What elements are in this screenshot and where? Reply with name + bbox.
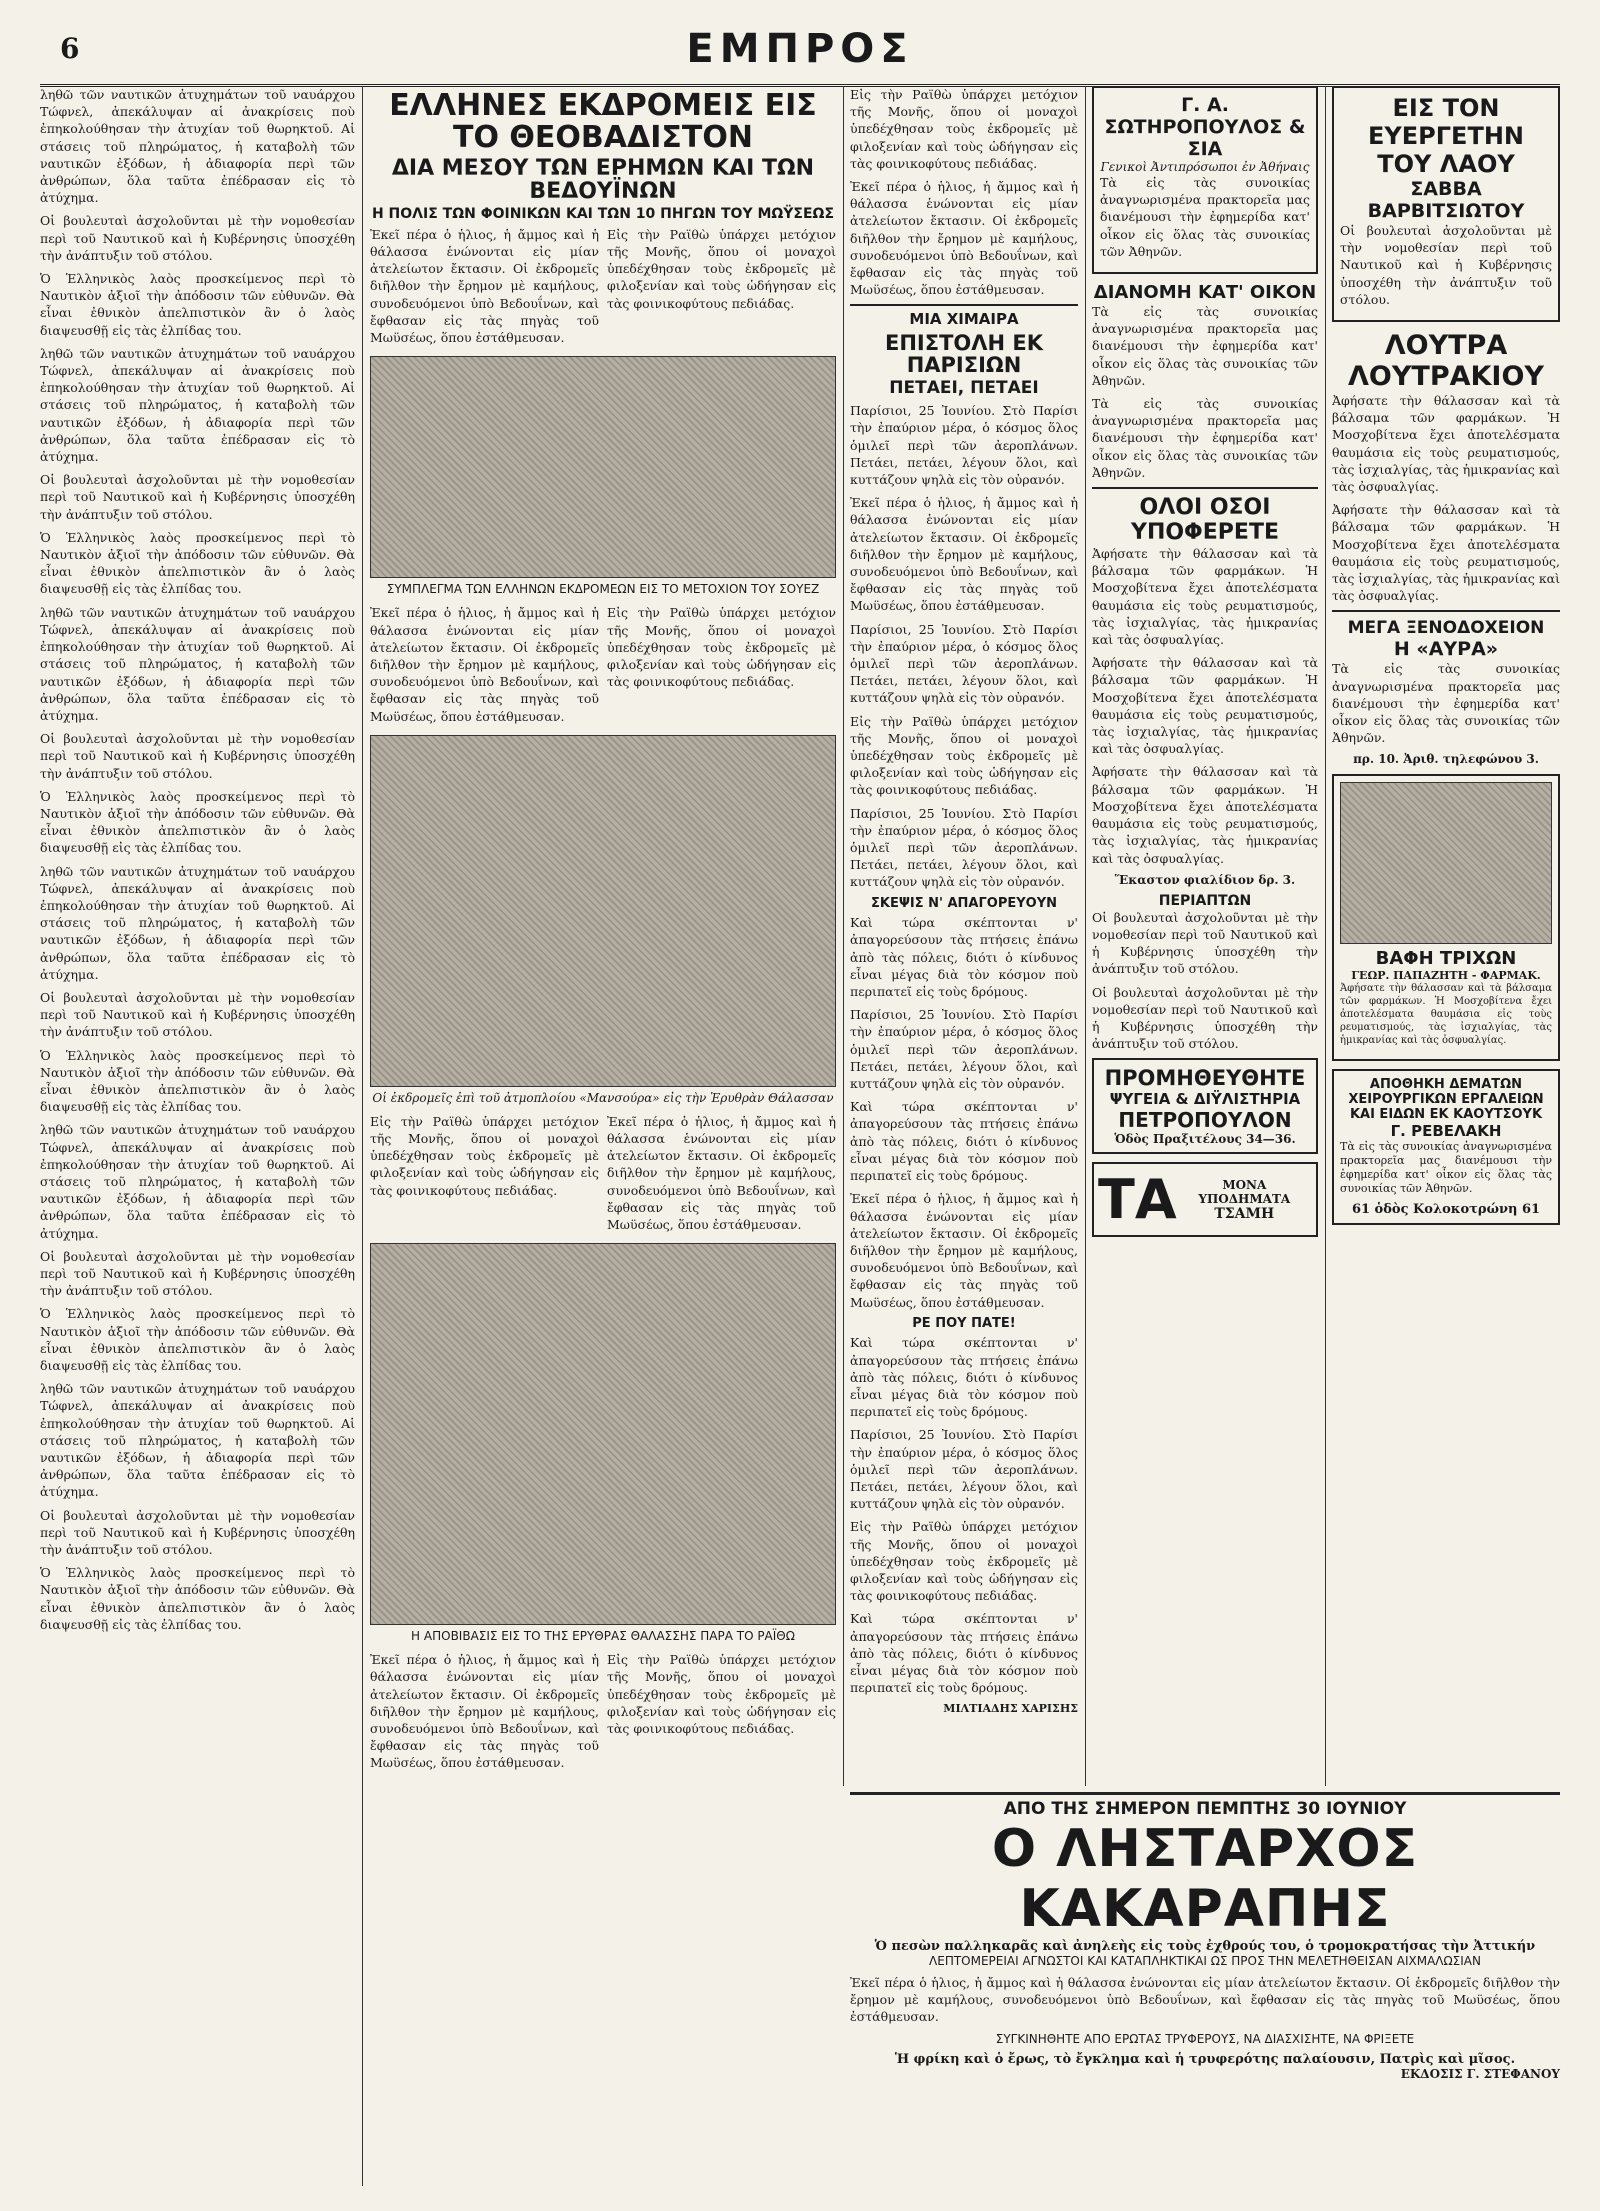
ta-line2: ΤΣΑΜΗ (1214, 1205, 1275, 1222)
ad-address: Ὁδὸς Πραξιτέλους 34—36. (1114, 1132, 1296, 1147)
article-text: Εἰς τὴν Ραϊθὼ ὑπάρχει μετόχιον τῆς Μονῆς, ὅπου οἱ μοναχοὶ ὑπεδέχθησαν τοὺς ἐκδρομεῖς μὲ φιλοξενίαν καὶ τοὺς ὡδήγησαν εἰς τὰς φοινικοφύτους πεδιάδας. (850, 713, 1078, 798)
column-chimaira (850, 86, 1078, 1786)
ad-owner: Γ. ΡΕΒΕΛΑΚΗ (1390, 1122, 1502, 1141)
chimaira-subtitle: ΠΕΤΑΕΙ, ΠΕΤΑΕΙ (889, 378, 1039, 399)
photo-ship-deck (370, 735, 836, 1087)
article-text: Παρίσιοι, 25 Ἰουνίου. Στὸ Παρίσι τὴν ἐπαύριον μέρα, ὁ κόσμος ὅλος ὁμιλεῖ περὶ τῶν ἀεροπλάνων. Πετάει, πετάει, λέγουν ὅλοι, καὶ κυττάζουν ψηλὰ εἰς τὸν οὐρανόν. (850, 1427, 1078, 1512)
photo-caption: Οἱ ἐκδρομεῖς ἐπὶ τοῦ ἀτμοπλοίου «Μανσούρα» εἰς τὴν Ἐρυθρὰν Θάλασσαν (372, 1090, 834, 1105)
hotel-price: πρ. 10. Ἀριθ. τηλεφώνου 3. (1353, 752, 1539, 767)
ad-text: Ἀφήσατε τὴν θάλασσαν καὶ τὰ βάλσαμα τῶν φαρμάκων. Ἡ Μοσχοβίτενα ἔχει ἀποτελέσματα θαυμάσια εἰς τοὺς ρευματισμούς, τὰς ἰσχιαλγίας, τὰς ἡμικρανίας καὶ τὰς ὀσφυαλγίας. (1092, 546, 1318, 648)
article-text: Ἐκεῖ πέρα ὁ ἡλιος, ἡ ἄμμος καὶ ἡ θάλασσα ἑνώνονται εἰς μίαν ἀτελείωτον ἔκτασιν. Οἱ ἐκδρομεῖς διῆλθον τὴν ἔρημον μὲ καμήλους, συνοδευόμενοι ὑπὸ Βεδουΐνων, καὶ ἔφθασαν εἰς τὰς πηγὰς τοῦ Μωϋσέως, ὅπου ἐστάθμευσαν. (370, 1652, 599, 1771)
ad-text: Τὰ εἰς τὰς συνοικίας ἀναγνωρισμένα πρακτορεῖα μας διανέμουσι τὴν ἐφημερίδα κατ' οἶκον εἰς ὅλας τὰς συνοικίας τῶν Ἀθηνῶν. (1092, 396, 1318, 480)
rubber-goods-ad (1332, 1069, 1560, 1225)
loutra-title: ΛΟΥΤΡΑ ΛΟΥΤΡΑΚΙΟΥ (1348, 330, 1544, 393)
column-rule (1325, 86, 1326, 1786)
article-text: Εἰς τὴν Ραϊθὼ ὑπάρχει μετόχιον τῆς Μονῆς, ὅπου οἱ μοναχοὶ ὑπεδέχθησαν τοὺς ἐκδρομεῖς μὲ φιλοξενίαν καὶ τοὺς ὡδήγησαν εἰς τὰς φοινικοφύτους πεδιάδας. (607, 1652, 836, 1736)
divider (1092, 487, 1318, 489)
ad-maker: ΓΕΩΡ. ΠΑΠΑΖΗΤΗ - ΦΑΡΜΑΚ. (1351, 969, 1541, 983)
photo-caption: Η ΑΠΟΒΙΒΑΣΙΣ ΕΙΣ ΤΟ ΤΗΣ ΕΡΥΘΡΑΣ ΘΑΛΑΣΣΗΣ ΠΑΡΑ ΤΟ ΡΑΪΘΩ (411, 1629, 795, 1644)
article-text: ληθῶ τῶν ναυτικῶν ἀτυχημάτων τοῦ ναυάρχου Τώφνελ, ἀπεκάλυψαν αἱ ἀνακρίσεις ποὺ ἐπηκολούθησαν τὴν ἀτυχίαν τοῦ θωρηκτοῦ. Αἱ στάσεις τοῦ πληρώματος, ἡ καταβολὴ τῶν ναυτικῶν ἐξόδων, ἡ ἀδιαφορία περὶ τῶν ἀνθρώπων, ὅλα ταῦτα ἐπέδρασαν εἰς τὸ ἀτύχημα. (40, 1122, 355, 1241)
novel-line: ΛΕΠΤΟΜΕΡΕΙΑΙ ΑΓΝΩΣΤΟΙ ΚΑΙ ΚΑΤΑΠΛΗΚΤΙΚΑΙ ΩΣ ΠΡΟΣ ΤΗΝ ΜΕΛΕΤΗΘΕΙΣΑΝ ΑΙΧΜΑΛΩΣΙΑΝ (929, 1954, 1481, 1968)
article-text: Ἐκεῖ πέρα ὁ ἡλιος, ἡ ἄμμος καὶ ἡ θάλασσα ἑνώνονται εἰς μίαν ἀτελείωτον ἔκτασιν. Οἱ ἐκδρομεῖς διῆλθον τὴν ἔρημον μὲ καμήλους, συνοδευόμενοι ὑπὸ Βεδουΐνων, καὶ ἔφθασαν εἰς τὰς πηγὰς τοῦ Μωϋσέως, ὅπου ἐστάθμευσαν. (370, 605, 599, 724)
article-text: Εἰς τὴν Ραϊθὼ ὑπάρχει μετόχιον τῆς Μονῆς, ὅπου οἱ μοναχοὶ ὑπεδέχθησαν τοὺς ἐκδρομεῖς μὲ φιλοξενίαν καὶ τοὺς ὡδήγησαν εἰς τὰς φοινικοφύτους πεδιάδας. (607, 226, 836, 311)
article-text: Ὁ Ἑλληνικὸς λαὸς προσκείμενος περὶ τὸ Ναυτικὸν ἀξιοῖ τὴν ἀπόδοσιν τῶν εὐθυνῶν. Θὰ εἶναι ἐθνικὸν ἀπελπιστικὸν ἂν ὁ λαὸς διαψευσθῇ εἰς τὰς ἐλπίδας του. (40, 1047, 355, 1115)
hotel-name: Η «ΑΥΡΑ» (1393, 638, 1499, 661)
ad-subtitle: ΨΥΓΕΙΑ & ΔΙΫΛΙΣΤΗΡΙΑ (1109, 1090, 1301, 1109)
novel-date: ΑΠΟ ΤΗΣ ΣΗΜΕΡΟΝ ΠΕΜΠΤΗΣ 30 ΙΟΥΝΙΟΥ (850, 1792, 1560, 1819)
novel-line: Ὁ πεσὼν παλληκαρᾶς καὶ ἀνηλεὴς εἰς τοὺς ἐχθρούς του, ὁ τρομοκρατήσας τὴν Ἀττικήν (874, 1939, 1536, 1954)
article-text: Παρίσιοι, 25 Ἰουνίου. Στὸ Παρίσι τὴν ἐπαύριον μέρα, ὁ κόσμος ὅλος ὁμιλεῖ περὶ τῶν ἀεροπλάνων. Πετάει, πετάει, λέγουν ὅλοι, καὶ κυττάζουν ψηλὰ εἰς τὸν οὐρανόν. (850, 621, 1078, 706)
novel-ad (850, 1792, 1560, 2192)
ad-title: ΑΠΟΘΗΚΗ ΔΕΜΑΤΩΝ ΧΕΙΡΟΥΡΓΙΚΩΝ ΕΡΓΑΛΕΙΩΝ ΚΑΙ ΕΙΔΩΝ ΕΚ ΚΑΟΥΤΣΟΥΚ (1348, 1077, 1544, 1123)
hotel-title: ΜΕΓΑ ΞΕΝΟΔΟΧΕΙΟΝ (1347, 618, 1545, 639)
article-text: Εἰς τὴν Ραϊθὼ ὑπάρχει μετόχιον τῆς Μονῆς, ὅπου οἱ μοναχοὶ ὑπεδέχθησαν τοὺς ἐκδρομεῖς μὲ φιλοξενίαν καὶ τοὺς ὡδήγησαν εἰς τὰς φοινικοφύτους πεδιάδας. (850, 1519, 1078, 1604)
divider (1332, 610, 1560, 612)
page-number: 6 (60, 32, 80, 65)
article-text: Ὁ Ἑλληνικὸς λαὸς προσκείμενος περὶ τὸ Ναυτικὸν ἀξιοῖ τὴν ἀπόδοσιν τῶν εὐθυνῶν. Θὰ εἶναι ἐθνικὸν ἀπελπιστικὸν ἂν ὁ λαὸς διαψευσθῇ εἰς τὰς ἐλπίδας του. (40, 1306, 355, 1374)
article-text: Ἐκεῖ πέρα ὁ ἡλιος, ἡ ἄμμος καὶ ἡ θάλασσα ἑνώνονται εἰς μίαν ἀτελείωτον ἔκτασιν. Οἱ ἐκδρομεῖς διῆλθον τὴν ἔρημον μὲ καμήλους, συνοδευόμενοι ὑπὸ Βεδουΐνων, καὶ ἔφθασαν εἰς τὰς πηγὰς τοῦ Μωϋσέως, ὅπου ἐστάθμευσαν. (607, 1113, 836, 1232)
ad-address: 61 ὁδὸς Κολοκοτρώνη 61 (1351, 1202, 1541, 1218)
article-text: Εἰς τὴν Ραϊθὼ ὑπάρχει μετόχιον τῆς Μονῆς, ὅπου οἱ μοναχοὶ ὑπεδέχθησαν τοὺς ἐκδρομεῖς μὲ φιλοξενίαν καὶ τοὺς ὡδήγησαν εἰς τὰς φοινικοφύτους πεδιάδας. (850, 87, 1078, 171)
photo-caption: ΣΥΜΠΛΕΓΜΑ ΤΩΝ ΕΛΛΗΝΩΝ ΕΚΔΡΟΜΕΩΝ ΕΙΣ ΤΟ ΜΕΤΟΧΙΟΝ ΤΟΥ ΣΟΥΕΖ (386, 582, 820, 597)
article-text: Ἐκεῖ πέρα ὁ ἡλιος, ἡ ἄμμος καὶ ἡ θάλασσα ἑνώνονται εἰς μίαν ἀτελείωτον ἔκτασιν. Οἱ ἐκδρομεῖς διῆλθον τὴν ἔρημον μὲ καμήλους, συνοδευόμενοι ὑπὸ Βεδουΐνων, καὶ ἔφθασαν εἰς τὰς πηγὰς τοῦ Μωϋσέως, ὅπου ἐστάθμευσαν. (850, 1191, 1078, 1310)
photo-sailboat (370, 1243, 836, 1625)
article-text: Ὁ Ἑλληνικὸς λαὸς προσκείμενος περὶ τὸ Ναυτικὸν ἀξιοῖ τὴν ἀπόδοσιν τῶν εὐθυνῶν. Θὰ εἶναι ἐθνικὸν ἀπελπιστικὸν ἂν ὁ λαὸς διαψευσθῇ εἰς τὰς ἐλπίδας του. (40, 1565, 355, 1632)
ad-text: Τὰ εἰς τὰς συνοικίας ἀναγνωρισμένα πρακτορεῖα μας διανέμουσι τὴν ἐφημερίδα κατ' οἶκον εἰς ὅλας τὰς συνοικίας τῶν Ἀθηνῶν. (1332, 661, 1560, 746)
article-text: ληθῶ τῶν ναυτικῶν ἀτυχημάτων τοῦ ναυάρχου Τώφνελ, ἀπεκάλυψαν αἱ ἀνακρίσεις ποὺ ἐπηκολούθησαν τὴν ἀτυχίαν τοῦ θωρηκτοῦ. Αἱ στάσεις τοῦ πληρώματος, ἡ καταβολὴ τῶν ναυτικῶν ἐξόδων, ἡ ἀδιαφορία περὶ τῶν ἀνθρώπων, ὅλα ταῦτα ἐπέδρασαν εἰς τὸ ἀτύχημα. (40, 345, 355, 465)
novel-line: ΣΥΓΚΙΝΗΘΗΤΕ ΑΠΟ ΕΡΩΤΑΣ ΤΡΥΦΕΡΟΥΣ, ΝΑ ΔΙΑΣΧΙΣΗΤΕ, ΝΑ ΦΡΙΞΕΤΕ (995, 2031, 1415, 2046)
article-text: Οἱ βουλευταὶ ἀσχολοῦνται μὲ τὴν νομοθεσίαν περὶ τοῦ Ναυτικοῦ καὶ ἡ Κυβέρνησις ὑποσχέθη τὴν ἀνάπτυξιν τοῦ στόλου. (40, 213, 355, 263)
column-right (1332, 86, 1560, 1786)
article-text: Οἱ βουλευταὶ ἀσχολοῦνται μὲ τὴν νομοθεσίαν περὶ τοῦ Ναυτικοῦ καὶ ἡ Κυβέρνησις ὑποσχέθη τὴν ἀνάπτυξιν τοῦ στόλου. (40, 989, 355, 1040)
photo-group-suez (370, 356, 836, 578)
ad-text: Τὰ εἰς τὰς συνοικίας ἀναγνωρισμένα πρακτορεῖα μας διανέμουσι τὴν ἐφημερίδα κατ' οἶκον εἰς ὅλας τὰς συνοικίας τῶν Ἀθηνῶν. (1100, 175, 1310, 259)
chimaira-section: ΣΚΕΨΙΣ Ν' ΑΠΑΓΟΡΕΥΟΥΝ (870, 895, 1057, 911)
sotiropoulos-ad (1092, 86, 1318, 274)
article-text: Ὁ Ἑλληνικὸς λαὸς προσκείμενος περὶ τὸ Ναυτικὸν ἀξιοῖ τὴν ἀπόδοσιν τῶν εὐθυνῶν. Θὰ εἶναι ἐθνικὸν ἀπελπιστικὸν ἂν ὁ λαὸς διαψευσθῇ εἰς τὰς ἐλπίδας του. (40, 788, 355, 856)
main-article-title: ΕΛΛΗΝΕΣ ΕΚΔΡΟΜΕΙΣ ΕΙΣ ΤΟ ΘΕΟΒΑΔΙΣΤΟΝ (389, 88, 817, 155)
divider (850, 304, 1078, 306)
signature: ΜΙΛΤΙΑΔΗΣ ΧΑΡΙΣΗΣ (943, 1702, 1078, 1716)
ad-text: Τὰ εἰς τὰς συνοικίας ἀναγνωρισμένα πρακτορεῖα μας διανέμουσι τὴν ἐφημερίδα κατ' οἶκον εἰς ὅλας τὰς συνοικίας τῶν Ἀθηνῶν. (1092, 304, 1318, 388)
article-text: Καὶ τώρα σκέπτονται ν' ἀπαγορεύσουν τὰς πτήσεις ἐπάνω ἀπὸ τὰς πόλεις, διότι ὁ κίνδυνος εἶναι μέγας διὰ τὸν κόσμον ποὺ περιπατεῖ εἰς τοὺς δρόμους. (850, 1611, 1078, 1696)
ad-text: Τὰ εἰς τὰς συνοικίας ἀναγνωρισμένα πρακτορεῖα μας διανέμουσι τὴν ἐφημερίδα κατ' οἶκον εἰς ὅλας τὰς συνοικίας τῶν Ἀθηνῶν. (1340, 1140, 1552, 1196)
novel-publisher: ΕΚΔΟΣΙΣ Γ. ΣΤΕΦΑΝΟΥ (1400, 2066, 1560, 2081)
newspaper-title: ΕΜΠΡΟΣ (686, 26, 914, 72)
ad-text: Ἀφήσατε τὴν θάλασσαν καὶ τὰ βάλσαμα τῶν φαρμάκων. Ἡ Μοσχοβίτενα ἔχει ἀποτελέσματα θαυμάσια εἰς τοὺς ρευματισμούς, τὰς ἰσχιαλγίας, τὰς ἡμικρανίας καὶ τὰς ὀσφυαλγίας. (1092, 655, 1318, 757)
ad-text: Οἱ βουλευταὶ ἀσχολοῦνται μὲ τὴν νομοθεσίαν περὶ τοῦ Ναυτικοῦ καὶ ἡ Κυβέρνησις ὑποσχέθη τὴν ἀνάπτυξιν τοῦ στόλου. (1092, 984, 1318, 1052)
column-sotiropoulos (1092, 86, 1318, 1786)
ad-text: Ἀφήσατε τὴν θάλασσαν καὶ τὰ βάλσαμα τῶν φαρμάκων. Ἡ Μοσχοβίτενα ἔχει ἀποτελέσματα θαυμάσια εἰς τοὺς ρευματισμούς, τὰς ἰσχιαλγίας, τὰς ἡμικρανίας καὶ τὰς ὀσφυαλγίας. (1332, 393, 1560, 495)
sufferers-title: ΟΛΟΙ ΟΣΟΙ ΥΠΟΦΕΡΕΤΕ (1131, 495, 1279, 546)
article-text: Ἐκεῖ πέρα ὁ ἡλιος, ἡ ἄμμος καὶ ἡ θάλασσα ἑνώνονται εἰς μίαν ἀτελείωτον ἔκτασιν. Οἱ ἐκδρομεῖς διῆλθον τὴν ἔρημον μὲ καμήλους, συνοδευόμενοι ὑπὸ Βεδουΐνων, καὶ ἔφθασαν εἰς τὰς πηγὰς τοῦ Μωϋσέως, ὅπου ἐστάθμευσαν. (370, 226, 599, 346)
masthead (40, 22, 1560, 87)
main-article-subsubtitle: Η ΠΟΛΙΣ ΤΩΝ ΦΟΙΝΙΚΩΝ ΚΑΙ ΤΩΝ 10 ΠΗΓΩΝ ΤΟΥ ΜΩΫΣΕΩΣ (371, 206, 835, 223)
ad-title: ΠΡΟΜΗΘΕΥΘΗΤΕ (1104, 1066, 1306, 1091)
article-text: Οἱ βουλευταὶ ἀσχολοῦνται μὲ τὴν νομοθεσίαν περὶ τοῦ Ναυτικοῦ καὶ ἡ Κυβέρνησις ὑποσχέθη τὴν ἀνάπτυξιν τοῦ στόλου. (40, 472, 355, 522)
column-rule (362, 86, 363, 2186)
distribution-title: ΔΙΑΝΟΜΗ ΚΑΤ' ΟΙΚΟΝ (1093, 282, 1317, 304)
article-text: Παρίσιοι, 25 Ἰουνίου. Στὸ Παρίσι τὴν ἐπαύριον μέρα, ὁ κόσμος ὅλος ὁμιλεῖ περὶ τῶν ἀεροπλάνων. Πετάει, πετάει, λέγουν ὅλοι, καὶ κυττάζουν ψηλὰ εἰς τὸν οὐρανόν. (850, 805, 1078, 890)
ad-text: Ἀφήσατε τὴν θάλασσαν καὶ τὰ βάλσαμα τῶν φαρμάκων. Ἡ Μοσχοβίτενα ἔχει ἀποτελέσματα θαυμάσια εἰς τοὺς ρευματισμούς, τὰς ἰσχιαλγίας, τὰς ἡμικρανίας καὶ τὰς ὀσφυαλγίας. (1340, 983, 1552, 1047)
main-article-subtitle: ΔΙΑ ΜΕΣΟΥ ΤΩΝ ΕΡΗΜΩΝ ΚΑΙ ΤΩΝ ΒΕΔΟΥΪΝΩΝ (391, 156, 815, 205)
chimaira-title: ΕΠΙΣΤΟΛΗ ΕΚ ΠΑΡΙΣΙΩΝ (884, 331, 1043, 378)
ad-text: Ἀφήσατε τὴν θάλασσαν καὶ τὰ βάλσαμα τῶν φαρμάκων. Ἡ Μοσχοβίτενα ἔχει ἀποτελέσματα θαυμάσια εἰς τοὺς ρευματισμούς, τὰς ἰσχιαλγίας, τὰς ἡμικρανίας καὶ τὰς ὀσφυαλγίας. (1092, 764, 1318, 866)
column-left (40, 86, 355, 2196)
novel-text: Ἐκεῖ πέρα ὁ ἡλιος, ἡ ἄμμος καὶ ἡ θάλασσα ἑνώνονται εἰς μίαν ἀτελείωτον ἔκτασιν. Οἱ ἐκδρομεῖς διῆλθον τὴν ἔρημον μὲ καμήλους, συνοδευόμενοι ὑπὸ Βεδουΐνων, καὶ ἔφθασαν εἰς τὰς πηγὰς τοῦ Μωϋσέως, ὅπου ἐστάθμευσαν. (850, 1975, 1560, 2025)
ad-title: ΒΑΦΗ ΤΡΙΧΩΝ (1375, 948, 1517, 970)
column-rule (1085, 86, 1086, 1786)
article-text: Ἐκεῖ πέρα ὁ ἡλιος, ἡ ἄμμος καὶ ἡ θάλασσα ἑνώνονται εἰς μίαν ἀτελείωτον ἔκτασιν. Οἱ ἐκδρομεῖς διῆλθον τὴν ἔρημον μὲ καμήλους, συνοδευόμενοι ὑπὸ Βεδουΐνων, καὶ ἔφθασαν εἰς τὰς πηγὰς τοῦ Μωϋσέως, ὅπου ἐστάθμευσαν. (850, 495, 1078, 614)
article-text: Εἰς τὴν Ραϊθὼ ὑπάρχει μετόχιον τῆς Μονῆς, ὅπου οἱ μοναχοὶ ὑπεδέχθησαν τοὺς ἐκδρομεῖς μὲ φιλοξενίαν καὶ τοὺς ὡδήγησαν εἰς τὰς φοινικοφύτους πεδιάδας. (607, 605, 836, 690)
article-text: Παρίσιοι, 25 Ἰουνίου. Στὸ Παρίσι τὴν ἐπαύριον μέρα, ὁ κόσμος ὅλος ὁμιλεῖ περὶ τῶν ἀεροπλάνων. Πετάει, πετάει, λέγουν ὅλοι, καὶ κυττάζουν ψηλὰ εἰς τὸν οὐρανόν. (850, 403, 1078, 487)
ad-title: ΕΙΣ ΤΟΝ ΕΥΕΡΓΕΤΗΝ ΤΟΥ ΛΑΟΥ (1368, 94, 1524, 178)
novel-title: Ο ΛΗΣΤΑΡΧΟΣ ΚΑΚΑΡΑΠΗΣ (991, 1819, 1419, 1939)
chimaira-header: ΜΙΑ ΧΙΜΑΙΡΑ (909, 310, 1019, 329)
ad-subtitle: Γενικοὶ Ἀντιπρόσωποι ἐν Ἀθήναις (1100, 160, 1310, 174)
article-text: Καὶ τώρα σκέπτονται ν' ἀπαγορεύσουν τὰς πτήσεις ἐπάνω ἀπὸ τὰς πόλεις, διότι ὁ κίνδυνος εἶναι μέγας διὰ τὸν κόσμον ποὺ περιπατεῖ εἰς τοὺς δρόμους. (850, 915, 1078, 1000)
ad-title: Γ. Α. ΣΩΤΗΡΟΠΟΥΛΟΣ & ΣΙΑ (1104, 94, 1306, 160)
article-text: ληθῶ τῶν ναυτικῶν ἀτυχημάτων τοῦ ναυάρχου Τώφνελ, ἀπεκάλυψαν αἱ ἀνακρίσεις ποὺ ἐπηκολούθησαν τὴν ἀτυχίαν τοῦ θωρηκτοῦ. Αἱ στάσεις τοῦ πληρώματος, ἡ καταβολὴ τῶν ναυτικῶν ἐξόδων, ἡ ἀδιαφορία περὶ τῶν ἀνθρώπων, ὅλα ταῦτα ἐπέδρασαν εἰς τὸ ἀτύχημα. (40, 87, 355, 206)
article-text: Οἱ βουλευταὶ ἀσχολοῦνται μὲ τὴν νομοθεσίαν περὶ τοῦ Ναυτικοῦ καὶ ἡ Κυβέρνησις ὑποσχέθη τὴν ἀνάπτυξιν τοῦ στόλου. (40, 1248, 355, 1299)
article-text: Οἱ βουλευταὶ ἀσχολοῦνται μὲ τὴν νομοθεσίαν περὶ τοῦ Ναυτικοῦ καὶ ἡ Κυβέρνησις ὑποσχέθη τὴν ἀνάπτυξιν τοῦ στόλου. (40, 731, 355, 781)
article-text: Εἰς τὴν Ραϊθὼ ὑπάρχει μετόχιον τῆς Μονῆς, ὅπου οἱ μοναχοὶ ὑπεδέχθησαν τοὺς ἐκδρομεῖς μὲ φιλοξενίαν καὶ τοὺς ὡδήγησαν εἰς τὰς φοινικοφύτους πεδιάδας. (370, 1113, 599, 1198)
varvitsiotis-ad (1332, 86, 1560, 322)
ad-brand: ΠΕΤΡΟΠΟΥΛΟΝ (1118, 1108, 1292, 1133)
article-text: ληθῶ τῶν ναυτικῶν ἀτυχημάτων τοῦ ναυάρχου Τώφνελ, ἀπεκάλυψαν αἱ ἀνακρίσεις ποὺ ἐπηκολούθησαν τὴν ἀτυχίαν τοῦ θωρηκτοῦ. Αἱ στάσεις τοῦ πληρώματος, ἡ καταβολὴ τῶν ναυτικῶν ἐξόδων, ἡ ἀδιαφορία περὶ τῶν ἀνθρώπων, ὅλα ταῦτα ἐπέδρασαν εἰς τὸ ἀτύχημα. (40, 1381, 355, 1500)
article-text: Οἱ βουλευταὶ ἀσχολοῦνται μὲ τὴν νομοθεσίαν περὶ τοῦ Ναυτικοῦ καὶ ἡ Κυβέρνησις ὑποσχέθη τὴν ἀνάπτυξιν τοῦ στόλου. (40, 1507, 355, 1558)
ta-letters: ΤΑ (1098, 1168, 1177, 1232)
price-line: Ἕκαστον φιαλίδιον δρ. 3. (1114, 872, 1296, 887)
article-text: Καὶ τώρα σκέπτονται ν' ἀπαγορεύσουν τὰς πτήσεις ἐπάνω ἀπὸ τὰς πόλεις, διότι ὁ κίνδυνος εἶναι μέγας διὰ τὸν κόσμον ποὺ περιπατεῖ εἰς τοὺς δρόμους. (850, 1099, 1078, 1184)
article-text: Ὁ Ἑλληνικὸς λαὸς προσκείμενος περὶ τὸ Ναυτικὸν ἀξιοῖ τὴν ἀπόδοσιν τῶν εὐθυνῶν. Θὰ εἶναι ἐθνικὸν ἀπελπιστικὸν ἂν ὁ λαὸς διαψευσθῇ εἰς τὰς ἐλπίδας του. (40, 529, 355, 597)
chimaira-section: ΡΕ ΠΟΥ ΠΑΤΕ! (912, 1315, 1016, 1331)
hair-dye-illustration (1340, 782, 1552, 944)
ta-line1: ΜΟΝΑ ΥΠΟΔΗΜΑΤΑ (1198, 1177, 1291, 1206)
ad-text: Οἱ βουλευταὶ ἀσχολοῦνται μὲ τὴν νομοθεσίαν περὶ τοῦ Ναυτικοῦ καὶ ἡ Κυβέρνησις ὑποσχέθη τὴν ἀνάπτυξιν τοῦ στόλου. (1092, 909, 1318, 977)
article-text: ληθῶ τῶν ναυτικῶν ἀτυχημάτων τοῦ ναυάρχου Τώφνελ, ἀπεκάλυψαν αἱ ἀνακρίσεις ποὺ ἐπηκολούθησαν τὴν ἀτυχίαν τοῦ θωρηκτοῦ. Αἱ στάσεις τοῦ πληρώματος, ἡ καταβολὴ τῶν ναυτικῶν ἐξόδων, ἡ ἀδιαφορία περὶ τῶν ἀνθρώπων, ὅλα ταῦτα ἐπέδρασαν εἰς τὸ ἀτύχημα. (40, 863, 355, 982)
ad-name: ΣΑΒΒΑ ΒΑΡΒΙΤΣΙΩΤΟΥ (1367, 178, 1525, 222)
hair-dye-ad (1332, 774, 1560, 1061)
lost-title: ΠΕΡΙΑΠΤΩΝ (1158, 892, 1252, 909)
novel-line: Ἡ φρίκη καὶ ὁ ἔρως, τὸ ἔγκλημα καὶ ἡ τρυφερότης παλαίουσιν, Πατρὶς καὶ μῖσος. (894, 2051, 1516, 2067)
article-text: Ἐκεῖ πέρα ὁ ἡλιος, ἡ ἄμμος καὶ ἡ θάλασσα ἑνώνονται εἰς μίαν ἀτελείωτον ἔκτασιν. Οἱ ἐκδρομεῖς διῆλθον τὴν ἔρημον μὲ καμήλους, συνοδευόμενοι ὑπὸ Βεδουΐνων, καὶ ἔφθασαν εἰς τὰς πηγὰς τοῦ Μωϋσέως, ὅπου ἐστάθμευσαν. (850, 179, 1078, 298)
ta-ad (1092, 1162, 1318, 1237)
article-text: Ὁ Ἑλληνικὸς λαὸς προσκείμενος περὶ τὸ Ναυτικὸν ἀξιοῖ τὴν ἀπόδοσιν τῶν εὐθυνῶν. Θὰ εἶναι ἐθνικὸν ἀπελπιστικὸν ἂν ὁ λαὸς διαψευσθῇ εἰς τὰς ἐλπίδας του. (40, 271, 355, 338)
article-text: ληθῶ τῶν ναυτικῶν ἀτυχημάτων τοῦ ναυάρχου Τώφνελ, ἀπεκάλυψαν αἱ ἀνακρίσεις ποὺ ἐπηκολούθησαν τὴν ἀτυχίαν τοῦ θωρηκτοῦ. Αἱ στάσεις τοῦ πληρώματος, ἡ καταβολὴ τῶν ναυτικῶν ἐξόδων, ἡ ἀδιαφορία περὶ τῶν ἀνθρώπων, ὅλα ταῦτα ἐπέδρασαν εἰς τὸ ἀτύχημα. (40, 604, 355, 723)
ad-text: Οἱ βουλευταὶ ἀσχολοῦνται μὲ τὴν νομοθεσίαν περὶ τοῦ Ναυτικοῦ καὶ ἡ Κυβέρνησις ὑποσχέθη τὴν ἀνάπτυξιν τοῦ στόλου. (1340, 223, 1552, 307)
column-rule (843, 86, 844, 1786)
article-text: Παρίσιοι, 25 Ἰουνίου. Στὸ Παρίσι τὴν ἐπαύριον μέρα, ὁ κόσμος ὅλος ὁμιλεῖ περὶ τῶν ἀεροπλάνων. Πετάει, πετάει, λέγουν ὅλοι, καὶ κυττάζουν ψηλὰ εἰς τὸν οὐρανόν. (850, 1007, 1078, 1092)
main-article (370, 86, 836, 2196)
article-text: Καὶ τώρα σκέπτονται ν' ἀπαγορεύσουν τὰς πτήσεις ἐπάνω ἀπὸ τὰς πόλεις, διότι ὁ κίνδυνος εἶναι μέγας διὰ τὸν κόσμον ποὺ περιπατεῖ εἰς τοὺς δρόμους. (850, 1335, 1078, 1420)
promitheftheite-ad (1092, 1058, 1318, 1154)
ad-text: Ἀφήσατε τὴν θάλασσαν καὶ τὰ βάλσαμα τῶν φαρμάκων. Ἡ Μοσχοβίτενα ἔχει ἀποτελέσματα θαυμάσια εἰς τοὺς ρευματισμούς, τὰς ἰσχιαλγίας, τὰς ἡμικρανίας καὶ τὰς ὀσφυαλγίας. (1332, 502, 1560, 604)
